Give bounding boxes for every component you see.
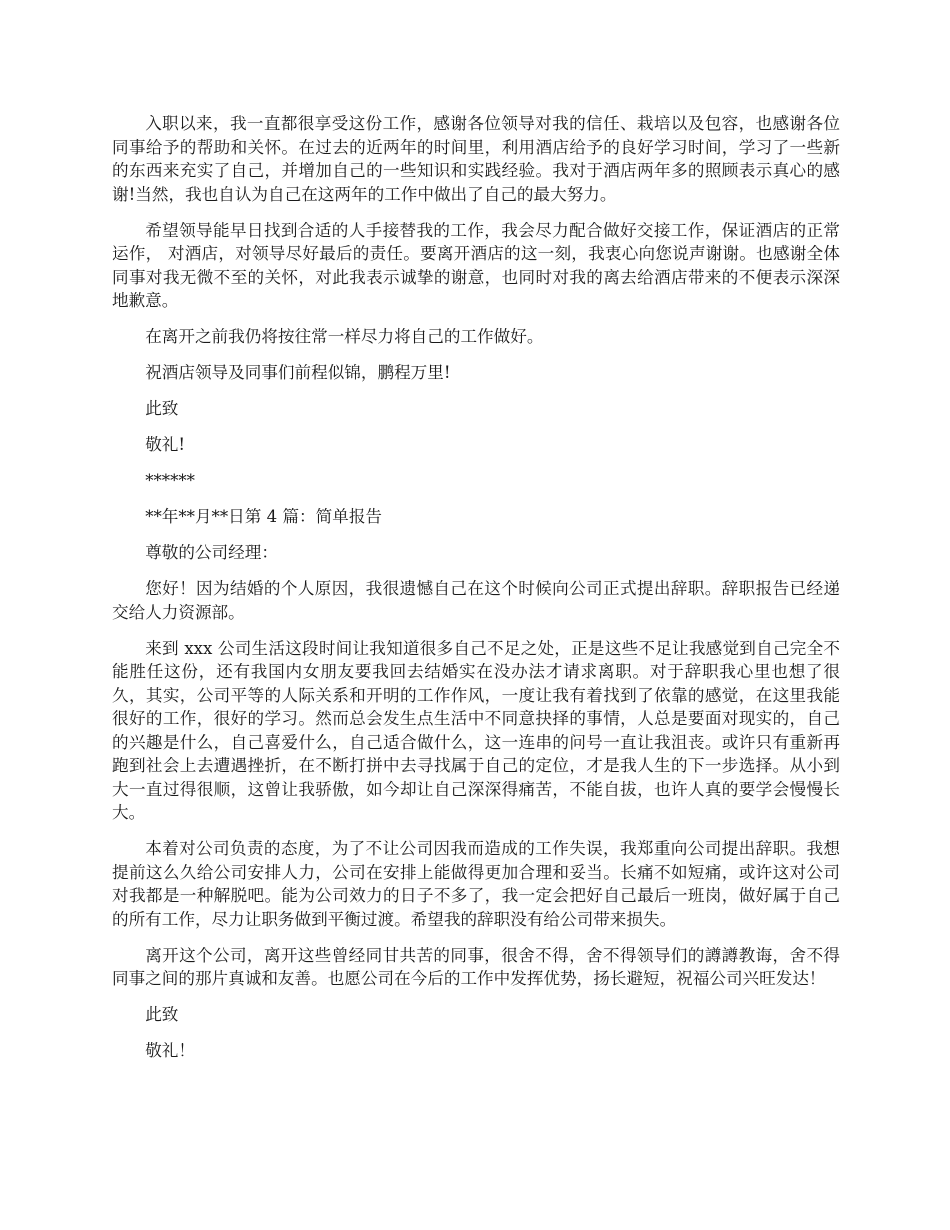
paragraph-commitment: 在离开之前我仍将按往常一样尽力将自己的工作做好。 <box>145 327 544 346</box>
date-heading: **年**月**日第 4 篇：简单报告 <box>145 507 383 526</box>
separator-stars: ****** <box>145 471 195 490</box>
closing-salutation: 此致 <box>145 399 179 418</box>
greeting-line: 尊敬的公司经理： <box>145 543 278 562</box>
closing-regards-2: 敬礼！ <box>145 1041 195 1060</box>
paragraph-responsibility: 本着对公司负责的态度，为了不让公司因我而造成的工作失误，我郑重向公司提出辞职。我想提前这么久给公司安排人力，公司在安排上能做得更加合理和妥当。长痛不如短痛，或许这对公司对我都是一种解脱吧。能为公司效力的日子不多了，我一定会把好自己最后一班岗，做好属于自己的所有工作，尽力让职务做到平衡过渡。希望我的辞职没有给公司带来损失。 <box>112 839 840 929</box>
paragraph-reason: 您好！因为结婚的个人原因，我很遗憾自己在这个时候向公司正式提出辞职。辞职报告已经递交给人力资源部。 <box>112 579 840 622</box>
paragraph-handover: 希望领导能早日找到合适的人手接替我的工作，我会尽力配合做好交接工作，保证酒店的正常运作， 对酒店，对领导尽好最后的责任。要离开酒店的这一刻，我衷心向您说声谢谢。也感谢全体同事对我无微不至的关怀，对此我表示诚挚的谢意，也同时对我的离去给酒店带来的不便表示深深地歉意。 <box>112 220 840 310</box>
paragraph-wishes: 祝酒店领导及同事们前程似锦，鹏程万里! <box>145 363 451 382</box>
closing-salutation-2: 此致 <box>145 1005 179 1024</box>
closing-regards: 敬礼! <box>145 435 186 454</box>
paragraph-gratitude: 入职以来，我一直都很享受这份工作，感谢各位领导对我的信任、栽培以及包容，也感谢各位同事给予的帮助和关怀。在过去的近两年的时间里，利用酒店给予的良好学习时间，学习了一些新的东西来充实了自己，并增加自己的一些知识和实践经验。我对于酒店两年多的照顾表示真心的感谢!当然，我也自认为自己在这两年的工作中做出了自己的最大努力。 <box>112 114 840 204</box>
paragraph-farewell: 离开这个公司，离开这些曾经同甘共苦的同事，很舍不得，舍不得领导们的譐譐教诲，舍不得同事之间的那片真诚和友善。也愿公司在今后的工作中发挥优势，扬长避短，祝福公司兴旺发达！ <box>112 945 840 988</box>
document-page <box>112 112 840 1075</box>
paragraph-reflection: 来到 xxx 公司生活这段时间让我知道很多自己不足之处，正是这些不足让我感觉到自己完全不能胜任这份，还有我国内女朋友要我回去结婚实在没办法才请求离职。对于辞职我心里也想了很久，其实，公司平等的人际关系和开明的工作作风，一度让我有着找到了依靠的感觉，在这里我能很好的工作，很好的学习。然而总会发生点生活中不同意抉择的事情，人总是要面对现实的，自己的兴趣是什么，自己喜爱什么，自己适合做什么，这一连串的问号一直让我沮丧。或许只有重新再跑到社会上去遭遇挫折，在不断打拼中去寻找属于自己的定位，才是我人生的下一步选择。从小到大一直过得很顺，这曾让我骄傲，如今却让自己深深得痛苦，不能自拔，也许人真的要学会慢慢长大。 <box>112 638 840 822</box>
